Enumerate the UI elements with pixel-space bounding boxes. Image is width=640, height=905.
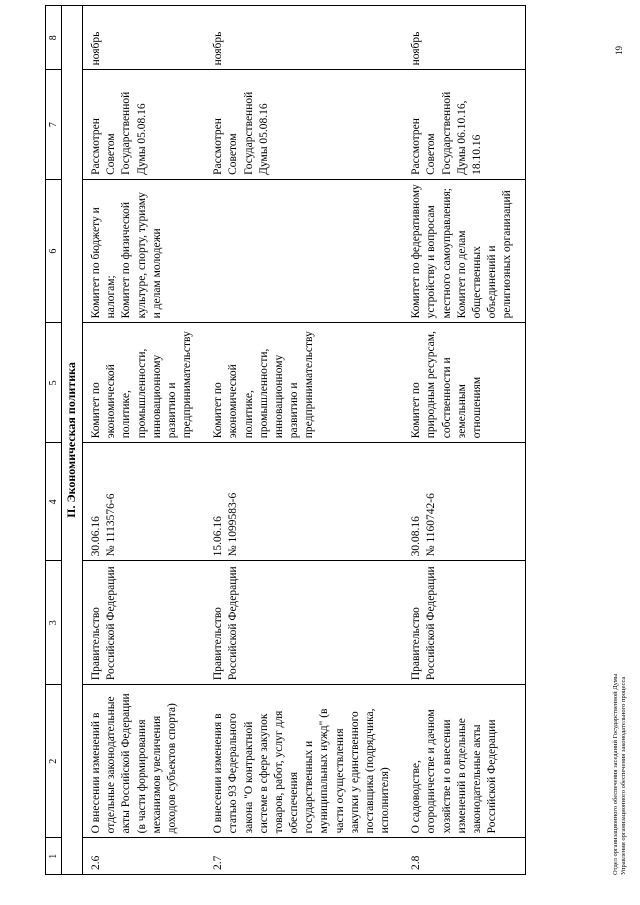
planned-month: ноябрь — [403, 6, 526, 70]
column-number-row — [46, 6, 62, 875]
bill-author: Правительство Российской Федерации — [403, 561, 526, 685]
responsible-committee: Комитет по экономической политике, промышленности, инновационному развитию и предпринимательству — [83, 323, 206, 443]
footer-department-line: Отдел организационного обеспечения заседаний Государственной Думы — [612, 673, 619, 875]
column-number: 1 — [46, 838, 62, 875]
section-header-row — [62, 6, 83, 875]
column-number: 5 — [46, 323, 62, 443]
page-footer — [612, 674, 629, 875]
bill-status: Рассмотрен Советом Государственной Думы 05.08.16 — [205, 70, 403, 179]
bill-status: Рассмотрен Советом Государственной Думы 06.10.16, 18.10.16 — [403, 70, 526, 179]
planned-month: ноябрь — [83, 6, 206, 70]
registration-info: 30.06.16 № 1113576-6 — [83, 443, 206, 561]
co-committees: Комитет по федеративному устройству и вопросам местного самоуправления; Комитет по делам общественных объединений и религиозных организаций — [403, 179, 526, 322]
column-number: 7 — [46, 70, 62, 179]
footer-directorate-line: Управления организационного обеспечения законодательного процесса — [620, 676, 628, 875]
table-row — [205, 6, 403, 875]
row-number: 2.8 — [403, 838, 526, 875]
legislative-plan-table — [45, 5, 526, 875]
table-row — [403, 6, 526, 875]
column-number: 6 — [46, 179, 62, 322]
planned-month: ноябрь — [205, 6, 403, 70]
section-title: II. Экономическая политика — [62, 6, 83, 875]
page-number: 19 — [614, 46, 624, 55]
row-number: 2.7 — [205, 838, 403, 875]
registration-info: 30.08.16 № 1160742-6 — [403, 443, 526, 561]
responsible-committee: Комитет по экономической политике, промышленности, инновационному развитию и предпринимательству — [205, 323, 403, 443]
bill-title: О внесении изменения в статью 93 Федерального закона "О контрактной системе в сфере закупок товаров, работ, услуг для обеспечения государственных и муниципальных нужд" (в части осуществления закупки у единственного поставщика (подрядчика, исполнителя) — [205, 685, 403, 838]
table-row — [83, 6, 206, 875]
bill-title: О внесении изменений в отдельные законодательные акты Российской Федерации (в части формирования механизмов увеличения доходов субъектов спорта) — [83, 685, 206, 838]
co-committees: Комитет по бюджету и налогам; Комитет по физической культуре, спорту, туризму и делам молодежи — [83, 179, 206, 322]
bill-status: Рассмотрен Советом Государственной Думы 05.08.16 — [83, 70, 206, 179]
bill-author: Правительство Российской Федерации — [205, 561, 403, 685]
bill-title: О садоводстве, огородничестве и дачном хозяйстве и о внесении изменений в отдельные законодательные акты Российской Федерации — [403, 685, 526, 838]
column-number: 4 — [46, 443, 62, 561]
responsible-committee: Комитет по природным ресурсам, собственности и земельным отношениям — [403, 323, 526, 443]
column-number: 3 — [46, 561, 62, 685]
column-number: 2 — [46, 685, 62, 838]
registration-info: 15.06.16 № 1099583-6 — [205, 443, 403, 561]
co-committees — [205, 179, 403, 322]
bill-author: Правительство Российской Федерации — [83, 561, 206, 685]
column-number: 8 — [46, 6, 62, 70]
row-number: 2.6 — [83, 838, 206, 875]
